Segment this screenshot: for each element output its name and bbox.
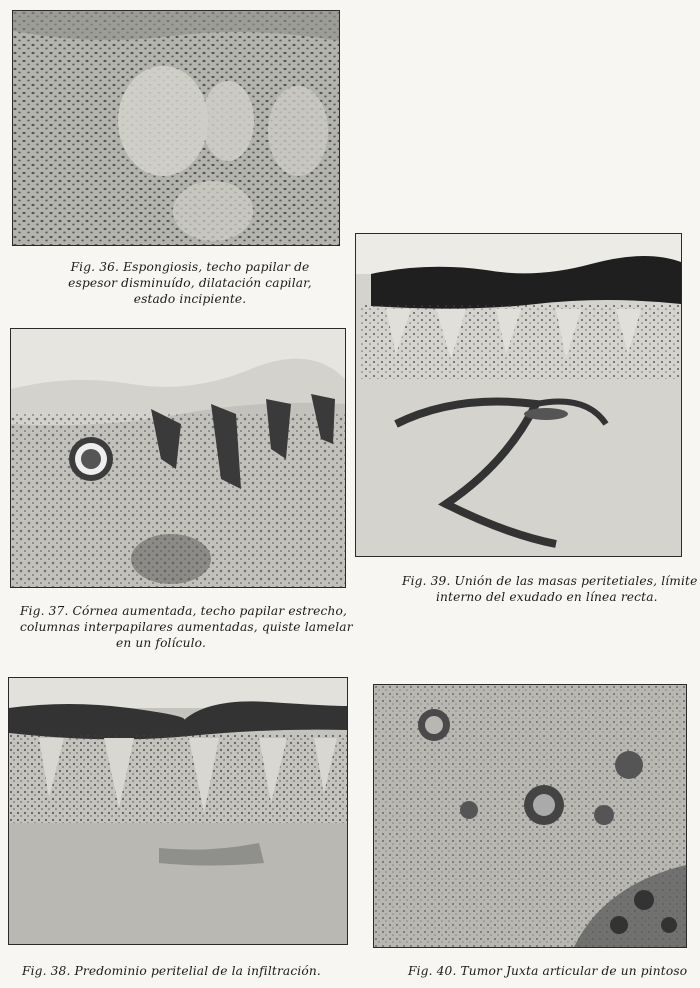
figure-36-caption-line-2: espesor disminuído, dilatación capilar, <box>68 276 312 290</box>
figure-39-caption-line-2: interno del exudado en línea recta. <box>436 590 658 604</box>
figure-40-caption <box>408 963 698 979</box>
figure-37-photo <box>10 328 346 588</box>
figure-36-label: Fig. 36. <box>70 260 120 274</box>
figure-38-photo <box>8 677 348 945</box>
figure-38-label: Fig. 38. <box>22 964 71 978</box>
figure-39-caption <box>402 573 697 605</box>
figure-36-caption-line-3: estado incipiente. <box>133 292 247 306</box>
figure-37-label: Fig. 37. <box>20 604 69 618</box>
figure-37-caption-line-3: en un folículo. <box>116 636 206 650</box>
figure-39-photo <box>355 233 682 557</box>
figure-40-caption-line-1: Tumor Juxta articular de un pintoso <box>460 964 688 978</box>
figure-40-label: Fig. 40. <box>408 964 457 978</box>
figure-39-label: Fig. 39. <box>402 574 451 588</box>
figure-37-caption-line-2: columnas interpapilares aumentadas, quiste lamelar <box>20 620 353 634</box>
figure-36-caption-line-1: Espongiosis, techo papilar de <box>123 260 310 274</box>
figure-39-caption-line-1: Unión de las masas peritetiales, límite <box>454 574 698 588</box>
figure-37-caption-line-1: Córnea aumentada, techo papilar estrecho, <box>72 604 347 618</box>
figure-38-caption <box>22 963 352 979</box>
figure-38-caption-line-1: Predominio peritelial de la infiltración. <box>74 964 321 978</box>
figure-36-photo <box>12 10 340 246</box>
figure-36-caption <box>40 259 340 307</box>
figure-37-caption <box>20 603 353 651</box>
figure-40-photo <box>373 684 687 948</box>
